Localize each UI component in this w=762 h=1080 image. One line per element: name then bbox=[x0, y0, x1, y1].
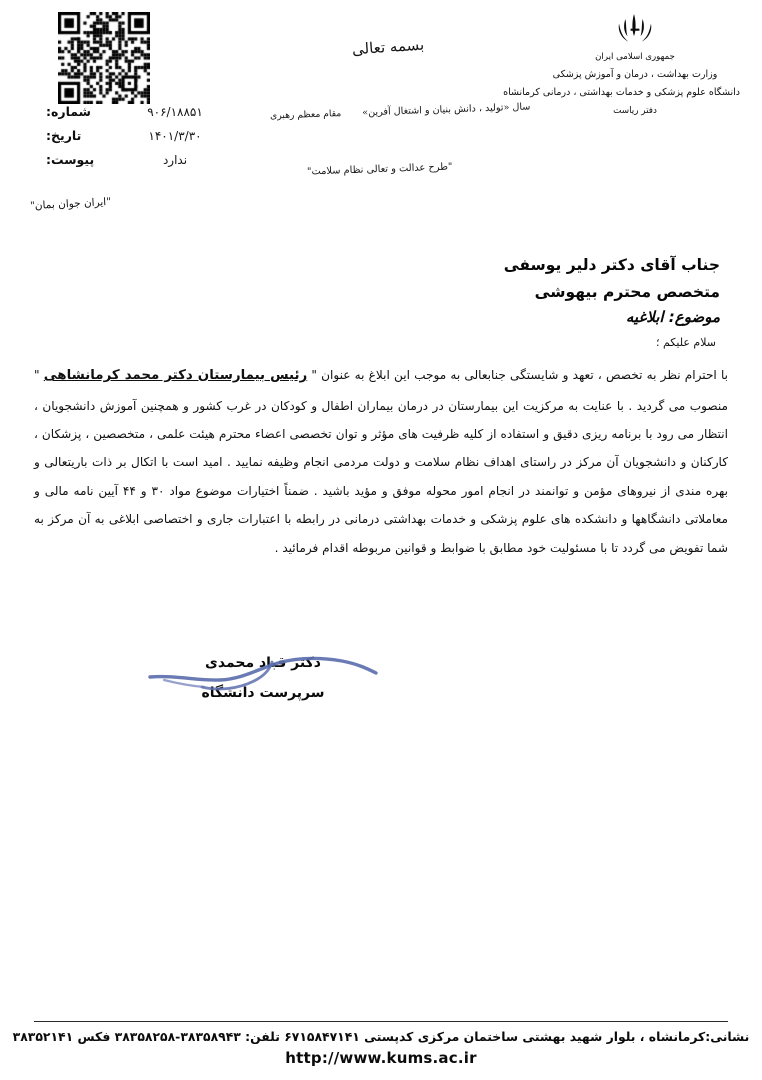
slogan-health-plan: "طرح عدالت و تعالی نظام سلامت" bbox=[306, 161, 453, 178]
letter-meta-fields bbox=[46, 104, 236, 176]
body-part-1: با احترام نظر به تخصص ، تعهد و شایستگی جنابعالی به موجب این ابلاغ به عنوان " bbox=[307, 368, 729, 382]
number-value: ۹۰۶/۱۸۸۵۱ bbox=[147, 105, 203, 119]
body-part-2: " منصوب می گردید . با عنایت به مرکزیت این بیمارستان در درمان بیماران اطفال و کودکان در غرب کشور و همچنین آموزش دانشجویان ، انتظار می رود با برنامه ریزی دقیق و استفاده از کلیه ظرفیت های مؤثر و توان تخصصی اعضاء محترم هیئت علمی ، متخصصین ، پزشکان ، کارکنان و دانشجویان آن مرکز در راستای اهداف نظام سلامت و دولت مردمی انجام وظیفه نمایید . امید است با اتکال بر ذات باریتعالی و بهره مندی از نیروهای مؤمن و توانمند در انجام امور محوله موفق و مؤید باشید . ضمناً اختیارات موضوع مواد ۳۰ و ۴۴ آیین نامه مالی و معاملاتی دانشگاهها و دانشکده های علوم پزشکی و خدمات بهداشتی درمانی در رابطه با اعتبارات جاری و اختصاصی ابلاغی به آن مرکز به شما تفویض می گردد تا با مسئولیت خود مطابق با ضوابط و قوانین مربوطه اقدام فرمائید . bbox=[34, 368, 729, 555]
slogan-leader-text: مقام معظم رهبری bbox=[269, 108, 342, 122]
attachment-value: ندارد bbox=[162, 153, 188, 167]
number-label: شماره: bbox=[46, 104, 91, 119]
org-line-2: وزارت بهداشت ، درمان و آموزش پزشکی bbox=[552, 68, 718, 80]
greeting-line: سلام علیکم ؛ bbox=[655, 336, 716, 349]
org-line-3: دانشگاه علوم پزشکی و خدمات بهداشتی ، درمانی کرمانشاه bbox=[503, 87, 740, 99]
addressee-name: جناب آقای دکتر دلیر یوسفی bbox=[503, 256, 720, 274]
iran-emblem-icon bbox=[613, 10, 657, 46]
slogan-year-text: سال «تولید ، دانش بنیان و اشتغال آفرین» bbox=[361, 101, 531, 119]
appointment-title: رئیس بیمارستان دکتر محمد کرمانشاهی bbox=[43, 368, 308, 383]
footer-block bbox=[0, 1028, 762, 1067]
qr-code-canvas bbox=[58, 12, 150, 104]
signature-block bbox=[168, 655, 358, 701]
footer-url[interactable]: http://www.kums.ac.ir bbox=[285, 1048, 477, 1067]
date-value: ۱۴۰۱/۳/۳۰ bbox=[148, 129, 202, 143]
org-line-1: جمهوری اسلامی ایران bbox=[595, 51, 675, 63]
letter-body bbox=[34, 360, 728, 562]
addressee-block bbox=[40, 252, 720, 331]
letterhead-organisation bbox=[503, 10, 740, 120]
meta-row-date bbox=[46, 128, 236, 152]
attachment-label: پیوست: bbox=[46, 152, 95, 167]
date-label: تاریخ: bbox=[46, 128, 82, 143]
org-line-4: دفتر ریاست bbox=[613, 105, 657, 116]
meta-row-number bbox=[46, 104, 236, 128]
footer-address: نشانی:کرمانشاه ، بلوار شهید بهشتی ساختمان مرکزی کدپستی ۶۷۱۵۸۴۷۱۴۱ تلفن: ۳۸۳۵۸۹۴۳-۳۸۳۵۸۲۵۸ فکس ۳۸۳۵۲۱۴۱ bbox=[12, 1029, 750, 1044]
besmeh-taala: بسمه تعالی bbox=[351, 35, 425, 59]
qr-code-icon bbox=[58, 12, 150, 104]
footer-divider bbox=[34, 1021, 728, 1022]
meta-row-attachment bbox=[46, 152, 236, 176]
slogan-young-iran: "ایران جوان بمان" bbox=[29, 195, 112, 213]
addressee-title: متخصص محترم بیهوشی bbox=[534, 282, 720, 301]
signatory-role: سرپرست دانشگاه bbox=[201, 685, 325, 701]
letter-subject: موضوع: ابلاغیه bbox=[625, 308, 720, 327]
signatory-name: دکتر قباد محمدی bbox=[205, 655, 321, 671]
slogan-year-of-the-leader bbox=[269, 101, 530, 121]
